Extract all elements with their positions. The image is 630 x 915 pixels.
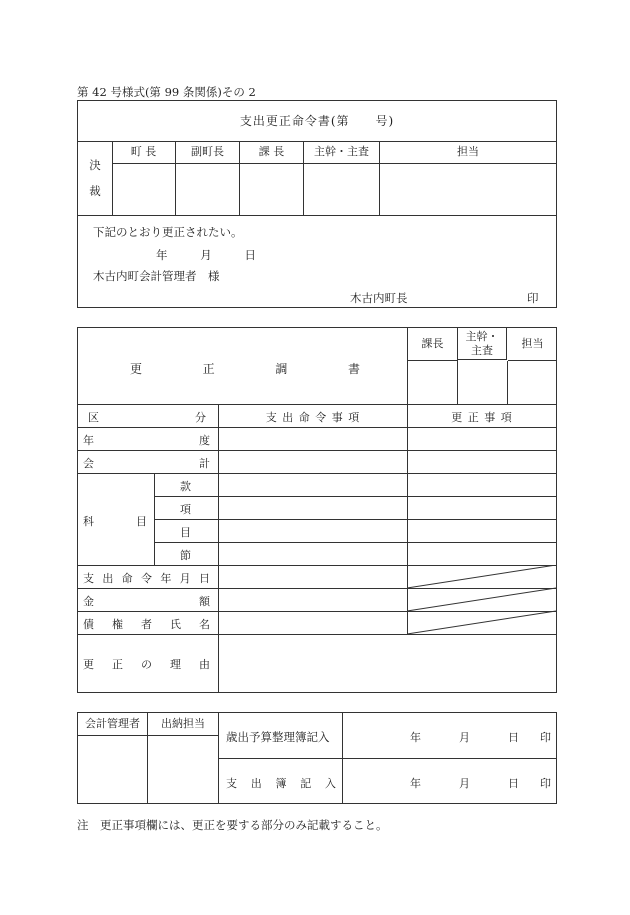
kessai-char-2: 裁 <box>89 184 101 198</box>
row-amount-2: 額 <box>199 595 210 608</box>
date-month: 月 <box>200 248 212 262</box>
addressee: 木古内町会計管理者 様 <box>93 269 220 283</box>
row-date-3: 命 <box>121 572 133 585</box>
approver-staff: 担当 <box>380 141 556 164</box>
stamp-box-chief-inspector[interactable] <box>458 361 508 404</box>
seal-box-staff[interactable] <box>380 164 556 215</box>
row-reason-4: 理 <box>170 658 181 671</box>
divider <box>78 215 556 216</box>
kamoku-2: 目 <box>136 515 147 528</box>
request-text: 下記のとおり更正されたい。 <box>93 225 243 239</box>
stamp-grid <box>407 328 557 404</box>
approver-chief-inspector: 主幹・主査 <box>304 141 380 164</box>
kamoku-kou: 項 <box>180 503 191 516</box>
hline <box>154 519 556 520</box>
accounting-form <box>77 712 557 804</box>
strike-lines <box>407 565 557 635</box>
stamp-box-section-chief[interactable] <box>408 361 458 404</box>
row-account-1: 会 <box>83 457 94 470</box>
form-label: 第 42 号様式(第 99 条関係)その 2 <box>77 85 256 99</box>
order-date <box>156 247 256 263</box>
row-creditor <box>83 616 210 632</box>
order-title: 支出更正命令書(第 号) <box>78 101 556 142</box>
row-date-6: 月 <box>179 572 191 585</box>
approver-grid <box>112 141 556 215</box>
row-reason-1: 更 <box>83 658 94 671</box>
kamoku-setsu: 節 <box>180 549 191 562</box>
expense-book-5: 入 <box>325 777 336 790</box>
row-date-2: 出 <box>102 572 114 585</box>
date-day: 日 <box>244 248 256 262</box>
row-amount-1: 金 <box>83 595 94 608</box>
seal-cashier[interactable] <box>148 736 219 803</box>
order-form <box>77 100 557 308</box>
row-reason <box>83 656 210 672</box>
row-reason-2: 正 <box>112 658 123 671</box>
survey-title-2: 正 <box>202 362 215 376</box>
expense-book-1: 支 <box>226 777 237 790</box>
row-creditor-3: 者 <box>141 618 152 631</box>
row-creditor-1: 債 <box>83 618 94 631</box>
row-expense-book <box>226 775 336 791</box>
stamp-chief-inspector-line1: 主幹・ <box>465 330 499 343</box>
header-correction-items: 更 正 事 項 <box>451 411 513 424</box>
issuer-seal: 印 <box>527 291 539 305</box>
hline <box>154 496 556 497</box>
seal-box-section-chief[interactable] <box>240 164 304 215</box>
row-reason-5: 由 <box>199 658 210 671</box>
survey-form <box>77 327 557 693</box>
seal-box-mayor[interactable] <box>112 164 176 215</box>
date-month: 月 <box>459 731 470 744</box>
stamp-staff: 担当 <box>508 328 557 361</box>
stamp-chief-inspector-line2: 主査 <box>471 344 493 357</box>
survey-title <box>130 360 360 377</box>
kamoku-moku: 目 <box>180 526 191 539</box>
date-day: 日 <box>508 731 519 744</box>
row-amount <box>83 593 210 609</box>
vline <box>218 404 219 692</box>
seal-box-chief-inspector[interactable] <box>304 164 380 215</box>
seal-box-deputy[interactable] <box>176 164 240 215</box>
date-year: 年 <box>156 248 168 262</box>
stamp-box-staff[interactable] <box>508 361 557 404</box>
approver-deputy: 副町長 <box>176 141 240 164</box>
hline <box>78 404 556 405</box>
kubun-1: 区 <box>88 411 99 424</box>
vline <box>342 713 343 803</box>
expense-book-2: 出 <box>250 777 262 790</box>
kessai-label <box>78 141 113 215</box>
approver-mayor: 町 長 <box>112 141 176 164</box>
row-creditor-5: 名 <box>199 618 210 631</box>
hline <box>154 542 556 543</box>
hline <box>219 758 556 759</box>
row-budget-ledger: 歳出予算整理簿記入 <box>226 730 330 744</box>
row-year-2: 度 <box>199 434 210 447</box>
seal-mark: 印 <box>540 731 551 744</box>
stamp-section-chief: 課長 <box>408 328 458 361</box>
hline <box>78 473 556 474</box>
date-year: 年 <box>410 777 421 790</box>
date-year: 年 <box>410 731 421 744</box>
footnote: 注 更正事項欄には、更正を要する部分のみ記載すること。 <box>77 818 388 832</box>
header-order-items: 支 出 命 令 事 項 <box>265 411 361 424</box>
row-date-5: 年 <box>160 572 172 585</box>
seal-accounting-manager[interactable] <box>78 736 148 803</box>
col-accounting-manager: 会計管理者 <box>78 713 148 736</box>
row-year <box>83 432 210 448</box>
kamoku-kan: 款 <box>180 480 191 493</box>
row-reason-3: の <box>141 658 152 671</box>
issuer: 木古内町長 <box>350 291 408 305</box>
hline <box>78 450 556 451</box>
stamp-chief-inspector <box>458 328 507 360</box>
row-date-1: 支 <box>83 572 94 585</box>
seal-mark: 印 <box>540 777 551 790</box>
row-year-1: 年 <box>83 434 94 447</box>
row-account-2: 計 <box>199 457 210 470</box>
kubun-2: 分 <box>195 411 206 424</box>
row-date <box>83 570 210 586</box>
approver-section-chief: 課 長 <box>240 141 304 164</box>
hline <box>78 427 556 428</box>
date-month: 月 <box>459 777 470 790</box>
expense-book-4: 記 <box>300 777 312 790</box>
date-day: 日 <box>508 777 519 790</box>
header-kubun <box>88 409 206 425</box>
kessai-char-1: 決 <box>89 158 101 172</box>
survey-title-4: 書 <box>347 362 360 376</box>
row-creditor-2: 権 <box>112 618 123 631</box>
row-date-4: 令 <box>140 572 152 585</box>
kamoku-1: 科 <box>83 515 94 528</box>
row-date-7: 日 <box>198 572 210 585</box>
col-cashier: 出納担当 <box>148 713 219 736</box>
row-kamoku <box>83 513 147 529</box>
survey-title-3: 調 <box>275 362 288 376</box>
row-account <box>83 455 210 471</box>
expense-book-3: 簿 <box>275 777 287 790</box>
vline <box>154 473 155 565</box>
survey-title-1: 更 <box>130 362 143 376</box>
row-creditor-4: 氏 <box>170 618 181 631</box>
